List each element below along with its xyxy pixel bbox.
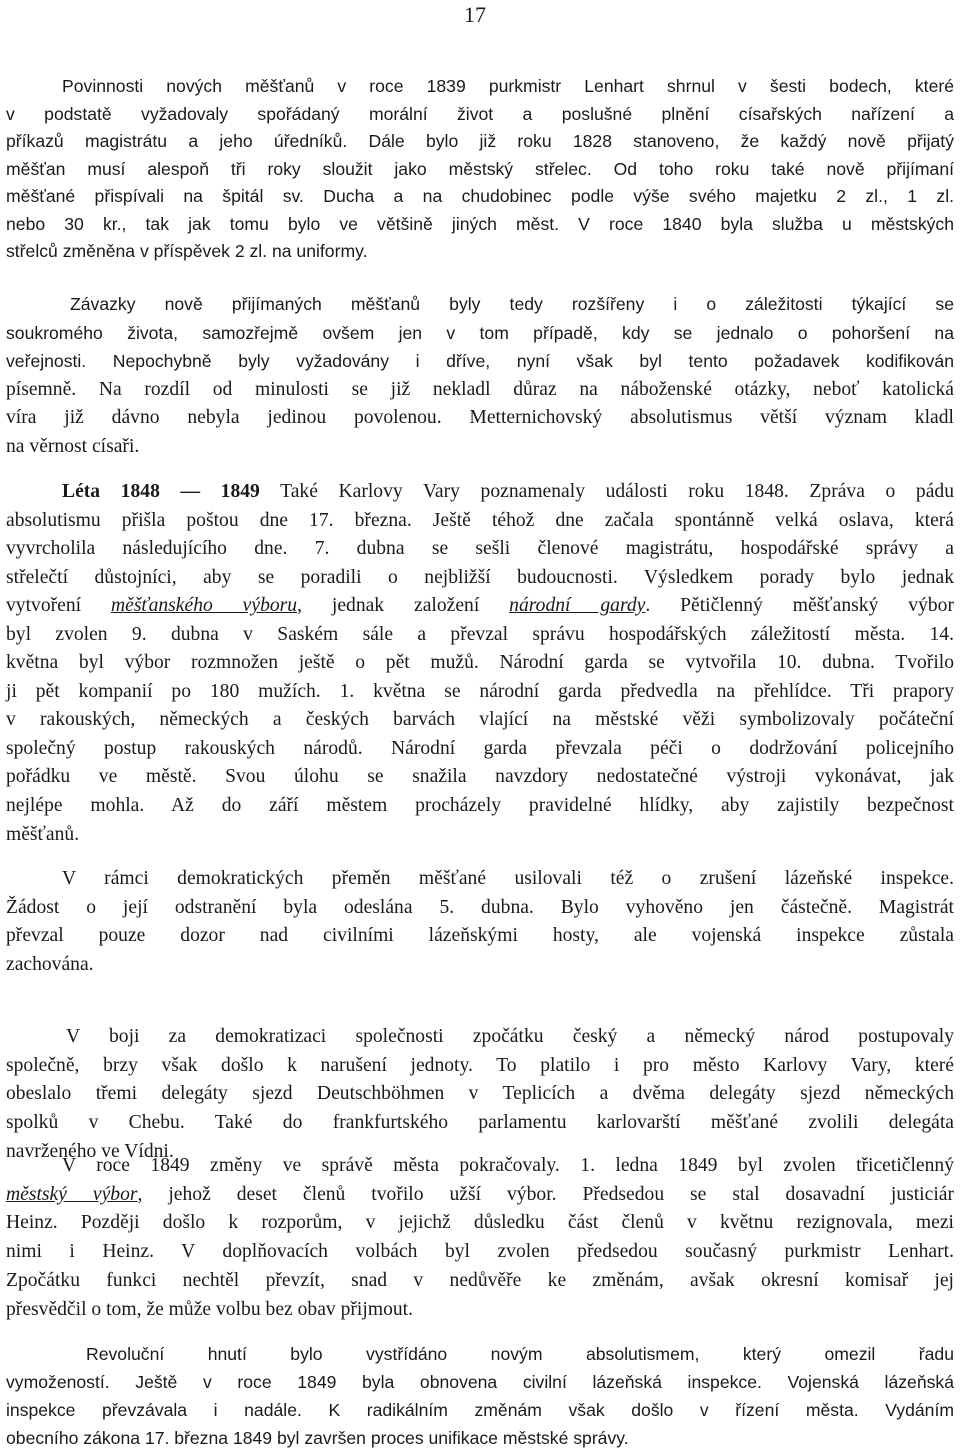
text-line: společně, brzy však došlo k narušení jednoty. To platilo i pro město Karlovy Vary, které bbox=[6, 1054, 954, 1076]
text-run: Také Karlovy Vary poznamenaly události roku 1848. Zpráva o pádu bbox=[259, 481, 954, 502]
text-line: byl zvolen 9. dubna v Saském sále a převzal správu hospodářských záležitostí města. 14. bbox=[6, 623, 954, 645]
text-line: V rámci demokratických přeměn měšťané usilovali též o zrušení lázeňské inspekce. bbox=[62, 868, 954, 889]
text-line: Revoluční hnutí bylo vystřídáno novým absolutismem, který omezil řadu bbox=[86, 1344, 954, 1364]
text-run: vytvoření bbox=[6, 595, 111, 617]
page-number: 17 bbox=[464, 2, 486, 27]
text-line: střelců změněna v příspěvek 2 zl. na uniformy. bbox=[6, 241, 368, 261]
text-line: nimi i Heinz. V doplňovacích volbách byl zvolen předsedou současný purkmistr Lenhart. bbox=[6, 1241, 954, 1263]
text-line: Žádost o její odstranění byla odeslána 5. dubna. Bylo vyhověno jen částečně. Magistrát bbox=[6, 896, 954, 918]
paragraph-7 bbox=[6, 1340, 954, 1452]
paragraph-5 bbox=[6, 1023, 954, 1167]
text-line: ji pět kompanií po 180 mužích. 1. května se národní garda předvedla na přehlídce. Tři prapory bbox=[6, 680, 954, 702]
text-line: obeslalo třemi delegáty sjezd Deutschböhmen v Teplicích a dvěma delegáty sjezd německých bbox=[6, 1083, 954, 1105]
text-line bbox=[6, 592, 954, 621]
text-line: obecního zákona 17. března 1849 byl završen proces unifikace městské správy. bbox=[6, 1428, 629, 1449]
paragraph-1 bbox=[6, 73, 954, 266]
text-line: pořádku ve městě. Svou úlohu se snažila navzdory nedostatečné výstroji vykonávat, jak bbox=[6, 766, 954, 788]
text-line: května byl výbor rozmnožen ještě o pět mužů. Národní garda se vytvořila 10. dubna. Tvořilo bbox=[6, 652, 954, 674]
text-line: měšťané přispívali na špitál sv. Ducha a na chudobinec podle výše svého majetku 2 zl., 1 zl. bbox=[6, 186, 954, 206]
text-line: vymožeností. Ještě v roce 1849 byla obnovena civilní lázeňská inspekce. Vojenská lázeňská bbox=[6, 1372, 954, 1393]
text-line: Heinz. Později došlo k rozporům, v jejichž důsledku část členů v květnu rezignovala, mezi bbox=[6, 1212, 954, 1234]
text-line: inspekce převzávala i nadále. K radikálním změnám však došlo v řízení města. Vydáním bbox=[6, 1400, 954, 1421]
text-line: nebo 30 kr., tak jak tomu bylo ve většině jiných měst. V roce 1840 byla služba u městských bbox=[6, 213, 954, 234]
underlined-term: měšťanského výboru bbox=[110, 595, 298, 617]
text-line bbox=[6, 1181, 954, 1210]
text-line: písemně. Na rozdíl od minulosti se již nekladl důraz na náboženské otázky, neboť katolická bbox=[6, 378, 954, 400]
text-line bbox=[6, 478, 954, 507]
text-line: navrženého ve Vídni. bbox=[6, 1140, 174, 1162]
underlined-term: městský výbor bbox=[6, 1183, 138, 1205]
text-run: , jehož deset členů tvořilo užší výbor. Předsedou se stal dosavadní justiciár bbox=[137, 1183, 954, 1205]
text-line: Závazky nově přijímaných měšťanů byly tedy rozšířeny i o záležitosti týkající se bbox=[70, 294, 954, 314]
text-line: měšťan musí alespoň tři roky sloužit jako městský střelec. Od toho roku také nově přijímaní bbox=[6, 158, 954, 179]
text-line: v podstatě vyžadovaly spořádaný morální život a poslušné plnění císařských nařízení a bbox=[6, 103, 954, 124]
text-line: V boji za demokratizaci společnosti zpočátku český a německý národ postupovaly bbox=[66, 1026, 954, 1047]
paragraph-6 bbox=[6, 1152, 954, 1324]
underlined-term: národní gardy bbox=[509, 595, 646, 617]
paragraph-4 bbox=[6, 865, 954, 980]
section-heading: Léta 1848 — 1849 bbox=[62, 481, 260, 502]
text-run: . Pětičlenný měšťanský výbor bbox=[645, 595, 954, 617]
text-line: Povinnosti nových měšťanů v roce 1839 purkmistr Lenhart shrnul v šesti bodech, které bbox=[62, 76, 954, 96]
text-line: střelečtí důstojníci, aby se poradili o nejbližší budoucnosti. Výsledkem porady bylo jednak bbox=[6, 566, 954, 588]
text-line: v rakouských, německých a českých barvách vlající na městské věži symbolizovaly počáteční bbox=[6, 709, 954, 731]
text-line: měšťanů. bbox=[6, 823, 80, 845]
text-line: příkazů magistrátu a jeho úředníků. Dále bylo již roku 1828 stanoveno, že každý nově přijatý bbox=[6, 131, 954, 151]
text-line: spolků v Chebu. Také do frankfurtského parlamentu karlovarští měšťané zvolili delegáta bbox=[6, 1112, 954, 1134]
text-run: , jednak založení bbox=[297, 595, 510, 617]
text-line: zachována. bbox=[6, 954, 94, 976]
text-line: vyvrcholila následujícího dne. 7. dubna se sešli členové magistrátu, hospodářské správy a bbox=[6, 538, 954, 560]
text-line: nejlépe mohla. Až do září městem procházely pravidelné hlídky, aby zajistily bezpečnost bbox=[6, 795, 954, 817]
text-line: převzal pouze dozor nad civilními lázeňskými hosty, ale vojenská inspekce zůstala bbox=[6, 925, 954, 947]
text-line: veřejnosti. Nepochybně byly vyžadovány i dříve, nyní však byl tento požadavek kodifikován bbox=[6, 351, 954, 372]
paragraph-3 bbox=[6, 478, 954, 849]
text-line: přesvědčil o tom, že může volbu bez obav přijmout. bbox=[6, 1298, 414, 1320]
text-line: soukromého života, samozřejmě ovšem jen v tom případě, kdy se jednalo o pohoršení na bbox=[6, 322, 954, 343]
paragraph-2 bbox=[6, 290, 954, 462]
text-line: společný postup rakouských národů. Národní garda převzala péči o dodržování policejního bbox=[6, 737, 954, 759]
text-line: na věrnost císaři. bbox=[6, 435, 140, 457]
text-line: Zpočátku funkci nechtěl převzít, snad v nedůvěře ke změnám, avšak okresní komisař jej bbox=[6, 1269, 954, 1291]
text-line: V roce 1849 změny ve správě města pokračovaly. 1. ledna 1849 byl zvolen třicetičlenný bbox=[62, 1155, 954, 1176]
text-line: víra již dávno nebyla jedinou povolenou. Metternichovský absolutismus větší význam kladl bbox=[6, 407, 954, 429]
text-line: absolutismu přišla poštou dne 17. března. Ještě téhož dne začala spontánně velká oslava, která bbox=[6, 509, 954, 531]
